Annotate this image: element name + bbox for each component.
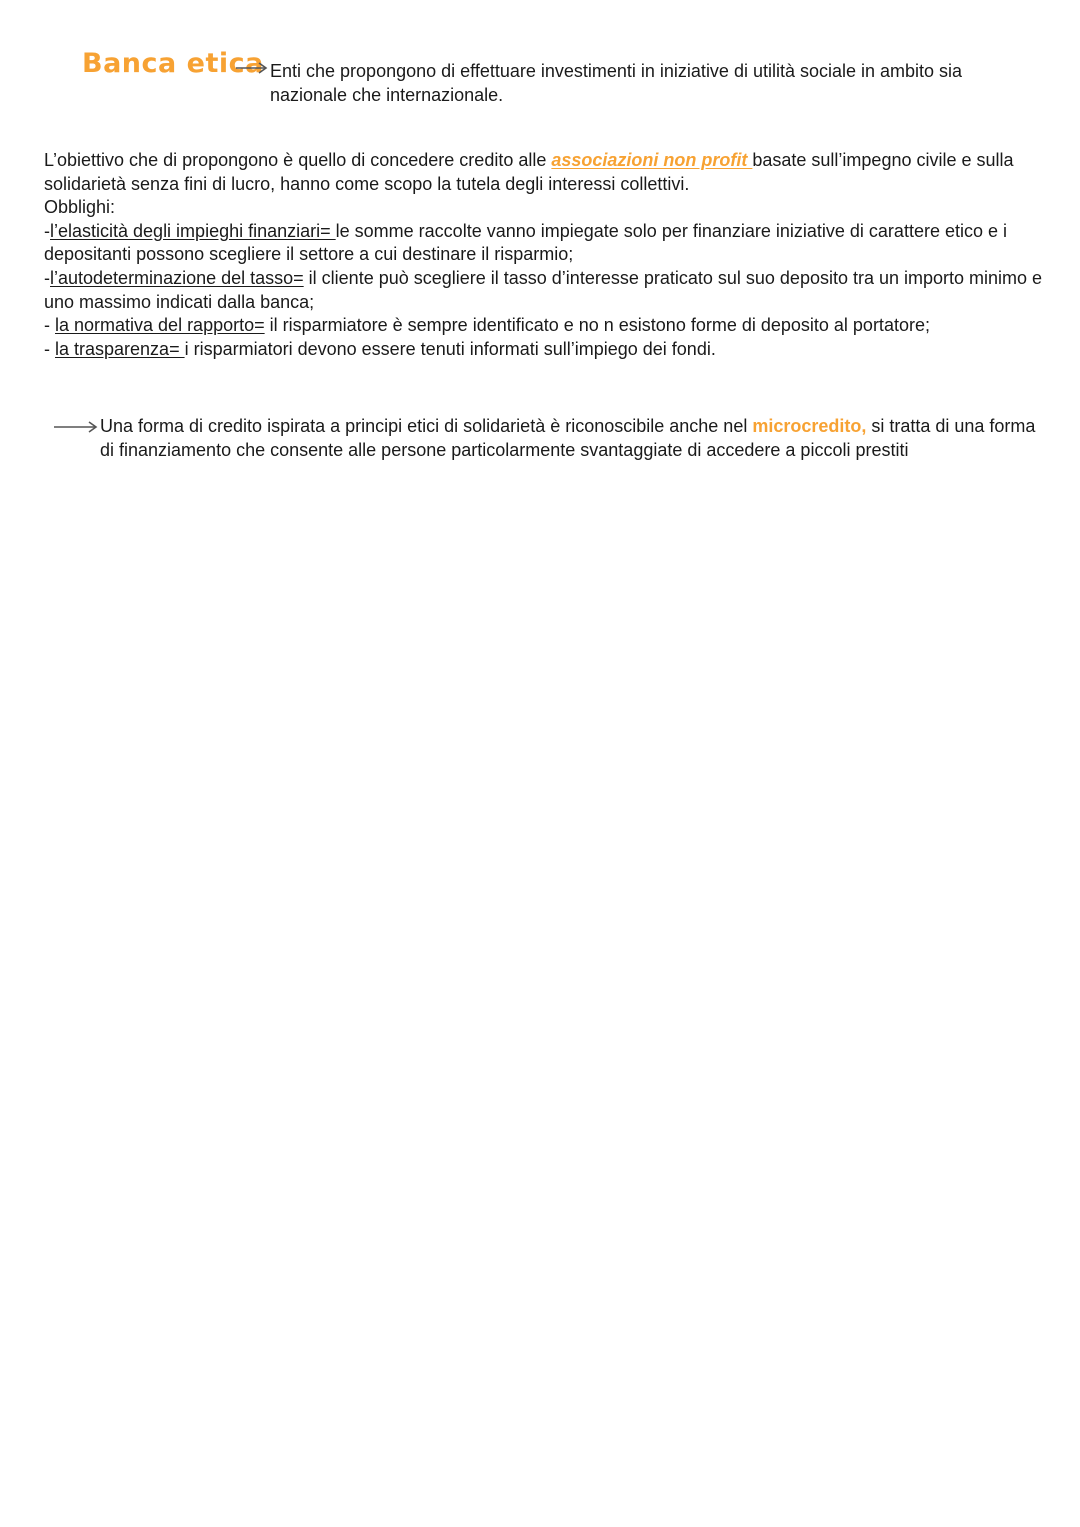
intro-paragraph	[44, 149, 1054, 196]
obligation-term: la normativa del rapporto=	[55, 315, 265, 336]
arrow-right-icon	[234, 60, 270, 76]
obligation-prefix: -	[44, 267, 50, 288]
obligation-term: la trasparenza=	[55, 338, 185, 359]
obligation-item	[44, 267, 1054, 314]
main-text	[44, 149, 1054, 361]
highlight-associazioni: associazioni non profit	[551, 150, 753, 170]
intro-after: basate sull’impegno civile e sulla solidarietà senza fini di lucro, hanno come scopo la tutela degli interessi collettivi.	[44, 150, 1014, 194]
obligation-text: il risparmiatore è sempre identificato e no n esistono forme di deposito al portatore;	[264, 315, 930, 336]
highlight-microcredito: microcredito,	[752, 416, 867, 436]
obligation-text: le somme raccolte vanno impiegate solo per finanziare iniziative di carattere etico e i depositanti possono scegliere il settore a cui destinare il risparmio;	[44, 220, 1007, 265]
obligation-text: i risparmiatori devono essere tenuti informati sull’impiego dei fondi.	[184, 338, 716, 359]
obligation-prefix: -	[44, 338, 55, 359]
note-after: si tratta di una forma di finanziamento che consente alle persone particolarmente svantaggiate di accedere a piccoli prestiti	[100, 416, 1036, 460]
obligation-prefix: -	[44, 220, 50, 241]
obligation-item	[44, 338, 1054, 362]
obligation-item	[44, 220, 1054, 267]
note-before: Una forma di credito ispirata a principi etici di solidarietà è riconoscibile anche nel	[100, 416, 753, 436]
long-arrow-right-icon	[52, 419, 100, 435]
obligations-label: Obblighi:	[44, 197, 116, 218]
obligation-term: l’autodeterminazione del tasso=	[50, 267, 304, 288]
obligation-prefix: -	[44, 315, 55, 336]
obligation-item	[44, 314, 1054, 338]
note-text	[100, 414, 1040, 462]
intro-before: L’obiettivo che di propongono è quello di concedere credito alle	[44, 150, 552, 170]
page-title: Banca etica	[82, 48, 264, 79]
microcredito-note	[52, 414, 1052, 494]
obligation-text: il cliente può scegliere il tasso d’interesse praticato sul suo deposito tra un importo minimo e uno massimo indicati dalla banca;	[44, 267, 1043, 312]
header	[82, 48, 1042, 118]
definition-text: Enti che propongono di effettuare investimenti in iniziative di utilità sociale in ambito sia nazionale che internazionale.	[270, 61, 963, 105]
obligation-term: l’elasticità degli impieghi finanziari=	[50, 220, 336, 241]
